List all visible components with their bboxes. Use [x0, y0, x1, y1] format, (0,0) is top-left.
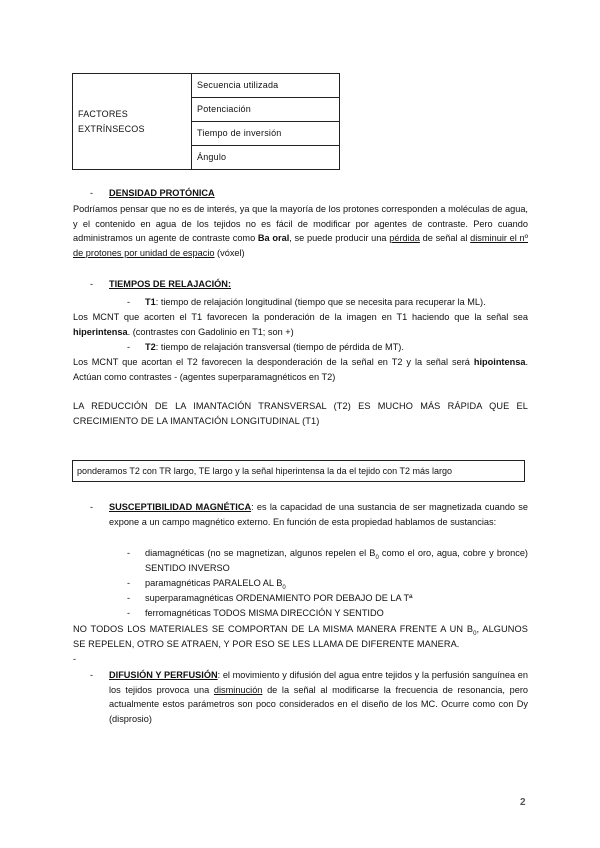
t1-paragraph: Los MCNT que acorten el T1 favorecen la ponderación de la imagen en T1 haciendo que la señal sea hiperintensa. (contrastes con Gadolinio en T1; son +) [73, 312, 528, 337]
t2-definition: T2: tiempo de relajación transversal (tiempo de pérdida de MT). [145, 342, 404, 352]
difusion-paragraph: DIFUSIÓN Y PERFUSIÓN: el movimiento y difusión del agua entre tejidos y la perfusión sanguínea en los tejidos provoca una disminución de la señal al modificarse la frecuencia de resonancia, pero actualmente estos parámetros son poco considerados en el diseño de los MC. Ocurre como con Dy (disprosio) [109, 670, 528, 724]
ponderation-box: ponderamos T2 con TR largo, TE largo y la señal hiperintensa la da el tejido con T2 más largo [72, 460, 525, 482]
bullet-dash: - [73, 654, 77, 664]
bullet-dash: - [90, 279, 94, 289]
bullet-dash: - [90, 502, 94, 512]
no-todos-paragraph: NO TODOS LOS MATERIALES SE COMPORTAN DE LA MISMA MANERA FRENTE A UN $B_0$, ALGUNOS SE REPELEN, OTRO SE ATRAEN, Y POR ESO SE LES LLAMA DE DIFERENTE MANERA. [73, 624, 528, 649]
reduccion-paragraph: LA REDUCCIÓN DE LA IMANTACIÓN TRANSVERSAL (T2) ES MUCHO MÁS RÁPIDA QUE EL CRECIMIENTO DE LA IMANTACIÓN LONGITUDINAL (T1) [73, 401, 528, 426]
table-left-label: FACTORES EXTRÍNSECOS [73, 74, 192, 170]
bullet-dash: - [90, 188, 94, 198]
list-item: diamagnéticas (no se magnetizan, algunos repelen el $B_0$ como el oro, agua, cobre y bronce) SENTIDO INVERSO [145, 548, 528, 573]
page-number: 2 [520, 797, 526, 808]
table-row: Potenciación [192, 98, 340, 122]
bullet-dash: - [90, 670, 94, 680]
list-item: superparamagnéticas ORDENAMIENTO POR DEBAJO DE LA Tª [145, 593, 413, 603]
bullet-dash: - [127, 593, 131, 603]
suscept-paragraph: SUSCEPTIBILIDAD MAGNÉTICA: es la capacidad de una sustancia de ser magnetizada cuando se expone a un campo magnético externo. En función de esta propiedad hablamos de sustancias: [109, 502, 528, 527]
list-item: ferromagnéticas TODOS MISMA DIRECCIÓN Y SENTIDO [145, 608, 384, 618]
list-item: paramagnéticas PARALELO AL $B_0$ [145, 578, 286, 591]
bullet-dash: - [127, 548, 131, 558]
bullet-dash: - [127, 297, 131, 307]
table-row: Ángulo [192, 146, 340, 170]
extrinsic-factors-table [72, 73, 340, 170]
section-heading-densidad: DENSIDAD PROTÓNICA [109, 188, 215, 198]
t2-paragraph: Los MCNT que acortan el T2 favorecen la desponderación de la señal en T2 y la señal será hipointensa. Actúan como contrastes - (agentes superparamagnéticos en T2) [73, 357, 528, 382]
densidad-paragraph: Podríamos pensar que no es de interés, ya que la mayoría de los protones corresponden a moléculas de agua, y el contenido en agua de los tejidos no es fácil de modificar por agentes de contraste. Pero cuando administramos un agente de contraste como Ba oral, se puede producir una pérdida de señal al disminuir el nº de protones por unidad de espacio (vóxel) [73, 204, 528, 258]
table-row: Tiempo de inversión [192, 122, 340, 146]
table-row: Secuencia utilizada [192, 74, 340, 98]
bullet-dash: - [127, 578, 131, 588]
bullet-dash: - [127, 342, 131, 352]
section-heading-tiempos: TIEMPOS DE RELAJACIÓN: [109, 279, 231, 289]
t1-definition: T1: tiempo de relajación longitudinal (tiempo que se necesita para recuperar la ML). [145, 297, 486, 307]
bullet-dash: - [127, 608, 131, 618]
